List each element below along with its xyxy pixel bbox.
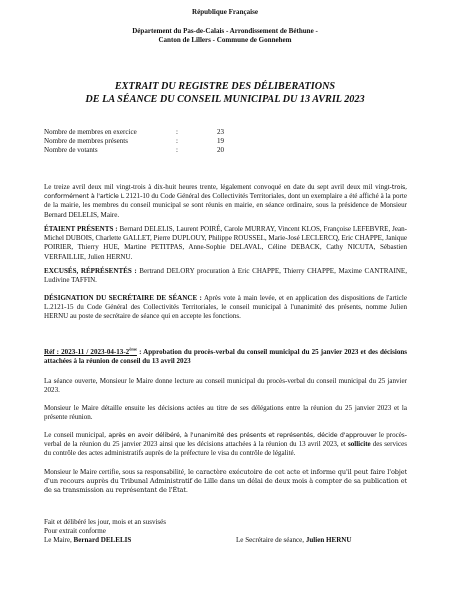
title-line-1: EXTRAIT DU REGISTRE DES DÉLIBERATIONS xyxy=(114,81,336,92)
excuses-label: EXCUSÉS, RÉPRÉSENTÉS : xyxy=(44,267,137,275)
republic-heading: République Française xyxy=(192,8,258,16)
excuses-paragraph xyxy=(44,267,407,285)
department-line: Département du Pas-de-Calais - Arrondissement de Béthune - xyxy=(132,27,318,35)
secretary-paragraph xyxy=(44,294,407,322)
reference-title: : Approbation du procès-verbal du conseil municipal du 25 janvier 2023 et des décisions attachées à la réunion de conseil du 13 avril 2023 xyxy=(44,348,408,366)
reference-code-text: Réf : 2023-11 / 2023-04-13-2 xyxy=(44,348,130,356)
certification-text-1: Monsieur le Maire certifie, sous sa responsabilité xyxy=(44,468,184,476)
paragraph-certification xyxy=(44,468,407,496)
mayor-prefix: Le Maire, xyxy=(44,536,74,544)
paragraph-vote xyxy=(44,431,407,459)
members-row xyxy=(44,146,224,155)
intro-paragraph xyxy=(44,183,407,220)
presents-text: Bernard DELELIS, Laurent POIRÉ, Carole MURRAY, Vincent KLOS, Françoise LEFEBVRE, Jean-Michel DUBOIS, Charlette GALLET, Pierre DUPLOUY, Philippe ROUSSEL, Marie-José LECLERCQ, Eric CHAPPE, Janique POIRIER, Thierry HUE, Martine PETITPAS, Anne-Sophie DELAVAL, Céline DEBACK, Cathy NICUTA, Sébastien VERFAILLIE, Julien HERNU. xyxy=(44,225,408,261)
paragraph-reading: La séance ouverte, Monsieur le Maire donne lecture au conseil municipal du procès-verbal du conseil municipal du 25 janvier 2023. xyxy=(44,377,407,395)
intro-text-3: 2121-10 du Code Général des Collectivités Territoriales, dont un exemplaire a été affiché à la porte de la mairie, les membres du conseil municipal se sont réunis en mairie, en séance ordinaire, sous la présidence de Monsieur Bernard DELELIS, Maire. xyxy=(44,192,407,219)
members-row-sep: : xyxy=(176,137,178,145)
paragraph-decisions: Monsieur le Maire détaille ensuite les décisions actées au titre de ses délégations entre la réunion du 25 janvier 2023 et la présente réunion. xyxy=(44,404,407,422)
vote-text-2: , après en avoir délibéré, à l'unanimité des présents et représentés, décide d'approuver xyxy=(104,432,377,439)
secretary-text: Après vote à main levée, et en application des dispositions de l'article L.2121-15 du Code Général des Collectivités Territoriales, le conseil municipal à l'unanimité des présents, nomme Julien HERNU au poste de secrétaire de séance qui en accepte les fonctions. xyxy=(44,294,408,321)
title-line-2: DE LA SÉANCE DU CONSEIL MUNICIPAL DU 13 AVRIL 2023 xyxy=(85,94,365,105)
mayor-name: Bernard DELELIS xyxy=(73,536,132,544)
members-count-table xyxy=(44,128,224,155)
members-row-value: 20 xyxy=(216,146,224,154)
presents-label: ÉTAIENT PRÉSENTS : xyxy=(44,225,118,233)
secretary-label: DÉSIGNATION DU SECRÉTAIRE DE SÉANCE : xyxy=(44,294,202,302)
members-row-sep: : xyxy=(176,128,178,136)
closing-line-1: Fait et délibéré les jour, mois et an susvisés xyxy=(44,518,167,526)
intro-text-1: Le treize avril deux mil vingt-trois à dix-huit heures trente, légalement convoqué en date du sept avril deux mil vingt- xyxy=(44,183,392,191)
members-row-label: Nombre de membres présents xyxy=(44,137,128,145)
members-row-value: 23 xyxy=(216,128,224,136)
secretary-signature-line xyxy=(236,536,351,545)
members-row-label: Nombre de membres en exercice xyxy=(44,128,137,136)
presents-paragraph xyxy=(44,225,407,262)
excuses-text: Bertrand DELORY procuration à Eric CHAPPE, Thierry CHAPPE, Maxime CANTRAINE, Ludivine TAFFIN. xyxy=(44,267,407,285)
certification-text-2: , le caractère exécutoire de cet acte et informe qu'il peut faire l'objet d'un recours auprès du Tribunal Administratif de Lille dans un délai de deux mois à compter de sa publication et de sa transmission au représentant de l'État. xyxy=(44,468,407,495)
reference-code xyxy=(44,348,137,356)
reference-heading xyxy=(44,348,407,366)
members-row xyxy=(44,137,224,146)
mayor-signature-line xyxy=(44,536,131,545)
members-row-label: Nombre de votants xyxy=(44,146,98,154)
members-row-sep: : xyxy=(176,146,178,154)
reference-superscript: ème xyxy=(129,346,137,352)
vote-text-4: sollicite xyxy=(347,440,371,449)
vote-text-3: le procès-verbal de la réunion du 25 janvier 2023 ainsi que les décisions attachées à la réunion du 13 avril 2023, et xyxy=(44,431,407,449)
vote-text-1: Le conseil municipal xyxy=(44,431,105,439)
closing-line-2: Pour extrait conforme xyxy=(44,527,106,535)
secretary-name: Julien HERNU xyxy=(305,536,352,544)
vote-text-5: des services du contrôle des actes administratifs auprès de la préfecture le visa du contrôle de légalité. xyxy=(44,440,407,458)
secretary-prefix: Le Secrétaire de séance, xyxy=(236,536,306,544)
members-row-value: 19 xyxy=(216,137,224,145)
intro-text-2: trois, conformément à l'article L xyxy=(44,184,407,201)
members-row xyxy=(44,128,224,137)
canton-line: Canton de Lillers - Commune de Gonnehem xyxy=(158,36,292,44)
